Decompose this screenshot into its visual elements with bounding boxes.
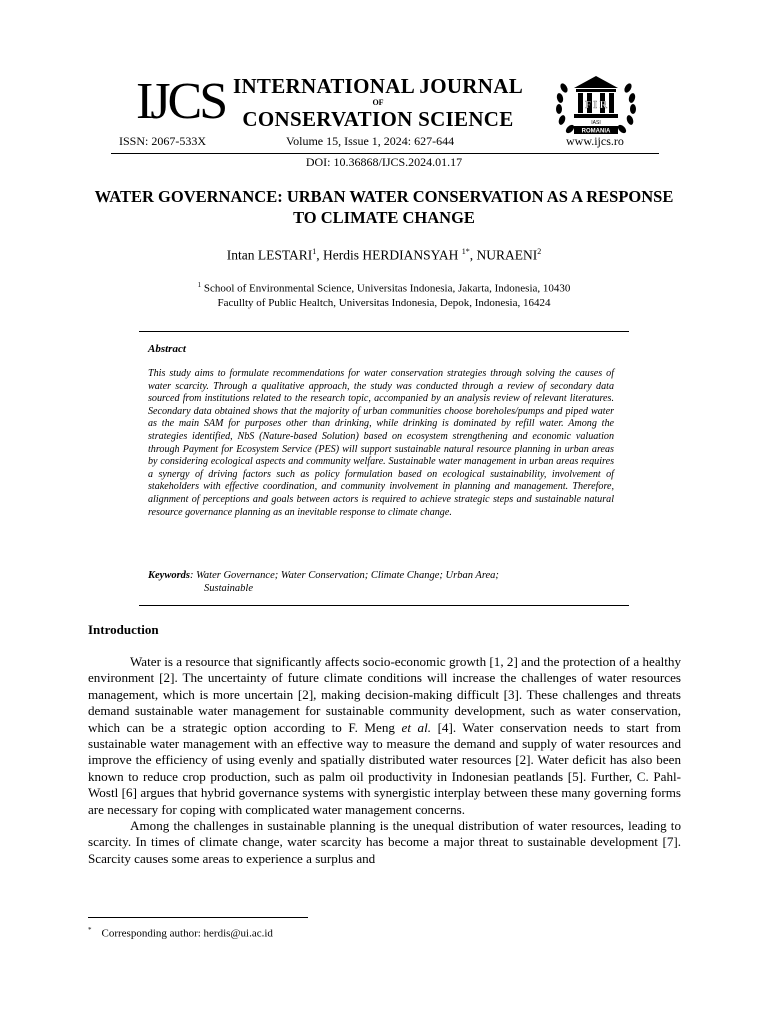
corresponding-mark: * xyxy=(465,247,470,256)
abstract-top-rule xyxy=(139,331,629,332)
author-list: Intan LESTARI$^1$, Herdis HERDIANSYAH $^{1*}$, NURAENI$^2$ xyxy=(226,247,542,263)
volume-info: Volume 15, Issue 1, 2024: 627-644 xyxy=(286,134,455,148)
author-2: Herdis HERDIANSYAH xyxy=(323,247,459,263)
paragraph-2: Among the challenges in sustainable planning is the unequal distribution of water resources, leading to scarcity. In times of climate change, water scarcity has become a major threat to sustainable development [7]. Scarcity causes some areas to experience a surplus and xyxy=(88,818,681,866)
crest-country: ROMANIA xyxy=(581,128,611,135)
affiliations xyxy=(0,278,768,310)
journal-title-line2: CONSERVATION SCIENCE xyxy=(242,107,514,131)
author-3-affiliation: 2 xyxy=(537,247,542,256)
affiliation-1-mark: 1 xyxy=(197,281,202,289)
paragraph-1-part1: Water is a resource that significantly affects socio-economic growth [1, 2] and the protection of a healthy environment [2]. The uncertainty of future climate conditions will increase the challenges of water resources management, which is more uncertain [2], making decision-making difficult [3]. These challenges and threats demand sustainable water management for sustainable community development, such as water conservation, which can be a strategic option according to F. Meng xyxy=(88,654,681,735)
issn: ISSN: 2067-533X xyxy=(119,134,207,148)
author-1: Intan LESTARI xyxy=(226,247,313,263)
crest-letters: F I R xyxy=(585,100,607,111)
crest-banner: IASI xyxy=(591,120,601,126)
journal-title-line1: INTERNATIONAL JOURNAL xyxy=(232,74,524,98)
journal-website: www.ijcs.ro xyxy=(566,134,624,148)
footnote-rule xyxy=(88,917,308,918)
keywords-line1: : Water Governance; Water Conservation; Climate Change; Urban Area; xyxy=(190,570,499,581)
footnote-mark: * xyxy=(88,926,92,934)
author-2-affiliation: 1 xyxy=(461,247,466,256)
doi: DOI: 10.36868/IJCS.2024.01.17 xyxy=(305,155,463,169)
paragraph-1 xyxy=(88,654,681,818)
abstract-bottom-rule xyxy=(139,605,629,606)
affiliation-2: Facullty of Public Healtch, Universitas Indonesia, Depok, Indonesia, 16424 xyxy=(217,296,551,309)
author-3: NURAENI xyxy=(476,247,538,263)
author-1-affiliation: 1 xyxy=(312,247,317,256)
paragraph-1-etal: et al. xyxy=(401,719,431,735)
section-heading-introduction: Introduction xyxy=(88,622,159,637)
abstract-text: This study aims to formulate recommendations for water conservation strategies through solving the causes of water scarcity. Through a qualitative approach, the study was conducted through a review of secondary data sourced from institutions related to the research topic, accompanied by an analysis review of relevant literatures. Secondary data obtained shows that the majority of urban communities choose boreholes/pumps and piped water as the main SAM for purposes other than drinking, while drinking is dominated by refill water. Among the strategies identified, NbS (Nature-based Solution) based on ecosystem strengthening and economic valuation through Payment for Ecosystem Service (PES) will support sustainable natural resource planning in urban areas by considering ecological aspects and community welfare. Sustainable water management in urban areas requires a synergy of driving factors such as policy formulation based on ecological sustainability, involvement of stakeholders with effective coordination, and community involvement in planning and management. Therefore, alignment of perceptions and goals between actors is required to achieve strategic steps and sustainable natural resource governance planning as an inevitable response to climate change. xyxy=(148,368,614,518)
paragraph-1-part2: [4]. Water conservation needs to start from sustainable water management with an effective way to measure the demand and supply of water resources and improve the efficiency of using evenly and spatially distributed water resources [2]. Water deficit has also been known to reduce crop production, such as palm oil productivity in Indonesian peatlands [5]. Further, C. Pahl-Wostl [6] argues that hybrid governance systems with synergistic interplay between these many governing forms are necessary for coping with complicated water management concerns. xyxy=(88,719,681,817)
journal-title-of: OF xyxy=(372,98,384,107)
header-rule xyxy=(111,153,659,154)
body-text xyxy=(88,654,681,867)
footnote xyxy=(88,926,273,940)
affiliation-1: School of Environmental Science, Universitas Indonesia, Jakarta, Indonesia, 10430 xyxy=(203,282,571,295)
keywords-line2: Sustainable xyxy=(204,583,253,594)
keywords-label: Keywords xyxy=(148,570,190,581)
article-title: WATER GOVERNANCE: URBAN WATER CONSERVATION AS A RESPONSE TO CLIMATE CHANGE xyxy=(94,187,674,227)
journal-logo: IJCS xyxy=(136,73,226,130)
laurel-crest-icon xyxy=(550,74,642,136)
footnote-text: Corresponding author: herdis@ui.ac.id xyxy=(101,927,273,940)
keywords xyxy=(148,569,614,595)
abstract-heading: Abstract xyxy=(148,343,186,355)
